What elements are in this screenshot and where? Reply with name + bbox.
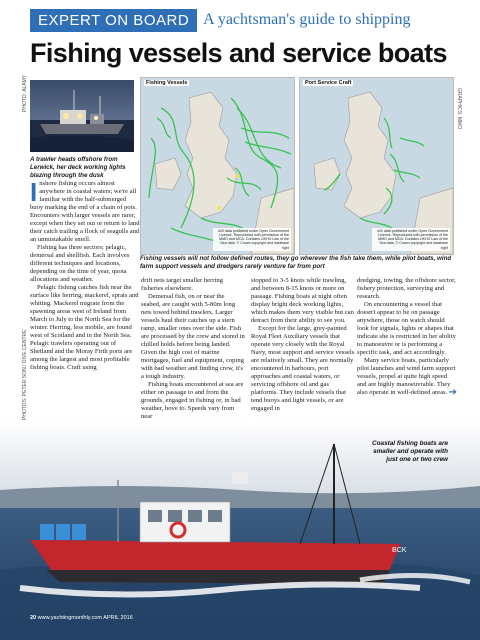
footer-site: www.yachtingmonthly.com: [37, 615, 103, 621]
ais-track-maps: [140, 77, 455, 253]
photo-callout: Coastal fishing boats are smaller and operate with just one or two crew: [372, 440, 448, 463]
body-column-4: [357, 277, 457, 398]
paragraph: dredging, towing, the offshore sector, fishery protection, surveying and research.: [357, 277, 456, 300]
map-title: Port Service Craft: [305, 80, 352, 86]
boat-registration: BCK: [392, 547, 407, 554]
photo-credit-alamy: PHOTO: ALAMY: [22, 74, 28, 112]
trawler-photo: [30, 80, 134, 152]
paragraph: Demersal fish, on or near the seabed, are caught with 5-80m long nets towed behind trawlers. Larger vessels haul their catches up a stern ramp, smaller ones over the side. Fish are processed by the crew and stored in chilled holds before being landed. Given the high cost of marine mortgages, fuel and equipment, coping with bad weather and finding crew, it's a tough industry.: [141, 293, 245, 380]
page-title: Fishing vessels and service boats: [30, 38, 447, 68]
page-number: 20: [30, 615, 37, 621]
continue-arrow-icon: ➔: [448, 387, 457, 398]
paragraph: Except for the large, grey-painted Royal Fleet Auxiliary vessels that operate very closely with the Royal Navy, most support and service vessels are relatively small. They are normally encountered in harbours, port approaches and coastal waters, or servicing offshore oil and gas platforms. They include vessels that tend buoys and light vessels, or are engaged in: [251, 325, 355, 412]
map-caption: Fishing vessels will not follow defined routes, they go wherever the fish take them, while pilot boats, wind farm support vessels and dredgers rarely venture far from port: [140, 255, 452, 270]
graphics-credit: GRAPHICS: MMO: [456, 88, 462, 130]
port-service-craft-map: [299, 77, 454, 255]
map-credit: AIS data published under Open Government Licence. Reproduced with permission of the MMO and MCA. Contains UKHO Law of the Sea data. © Crown copyright and database right: [372, 228, 450, 251]
body-column-3: [251, 277, 355, 413]
paragraph: drift nets target smaller herring fisheries elsewhere.: [141, 277, 223, 292]
photo-caption: A trawler heads offshore from Lerwick, her deck working lights blazing through the dusk: [30, 156, 126, 179]
fishing-vessels-map: [140, 77, 295, 255]
map-title: Fishing Vessels: [146, 80, 188, 86]
drop-cap: I: [30, 177, 38, 207]
paragraph: Pelagic fishing catches fish near the surface like herring, mackerel, sprats and whiting. Mackerel migrate from the spawning areas west of Ireland from March to July to the North Sea for the winter. Herring, less mobile, are found west of Scotland and in the North Sea. Pelagic trawlers operating out of Shetland and the Moray Firth ports are among the largest and most profitable fishing boats. Craft using: [30, 284, 139, 371]
footer-issue: APRIL 2016: [103, 615, 133, 621]
paragraph: Fishing boats encountered at sea are either on passage to and from the grounds, engaged in fishing or, in bad weather, hove to. Speeds vary from near: [141, 381, 244, 420]
section-header: [30, 8, 410, 32]
section-subtitle: A yachtsman's guide to shipping: [203, 11, 411, 28]
section-tag: EXPERT ON BOARD: [30, 9, 197, 32]
body-column-1: [30, 177, 140, 372]
paragraph: Fishing has three sectors; pelagic, demersal and shellfish. Each involves different techniques and locations, depending on the time of year, quota allocations and weather.: [30, 244, 130, 283]
paragraph: stopped to 3-5 knots while trawling, and between 8-15 knots or more on passage. Fishing boats at night often display bright deck working lights, which makes them very visible but can detract from their ability to see you.: [251, 277, 354, 324]
photo-credit-peterson: PHOTOS: PETER SON / DIVE CENTRE: [22, 329, 28, 420]
paragraph: nshore fishing occurs almost anywhere in coastal waters; we're all familiar with the half-submerged buoy marking the end of a chain of pots. Encounters with larger vessels are rarer, except when they set out or return to land their catch trailing a flock of seagulls and an unmistakable smell.: [30, 180, 140, 243]
body-column-2: [141, 277, 245, 421]
paragraph: Many service boats, particularly pilot launches and wind farm support vessels, propel at quite high speed and are highly manoeuvrable. They also operate in well-defined areas.: [357, 357, 456, 396]
paragraph: On encountering a vessel that doesn't appear to be on passage anywhere, those on watch should look for signals, lights or shapes that indicate she is restricted in her ability to manoeuvre or is performing a specific task, and act accordingly.: [357, 301, 456, 356]
map-credit: AIS data published under Open Government Licence. Reproduced with permission of the MMO and MCA. Contains UKHO Law of the Sea data. © Crown copyright and database right: [213, 228, 291, 251]
page-footer: [30, 615, 133, 621]
